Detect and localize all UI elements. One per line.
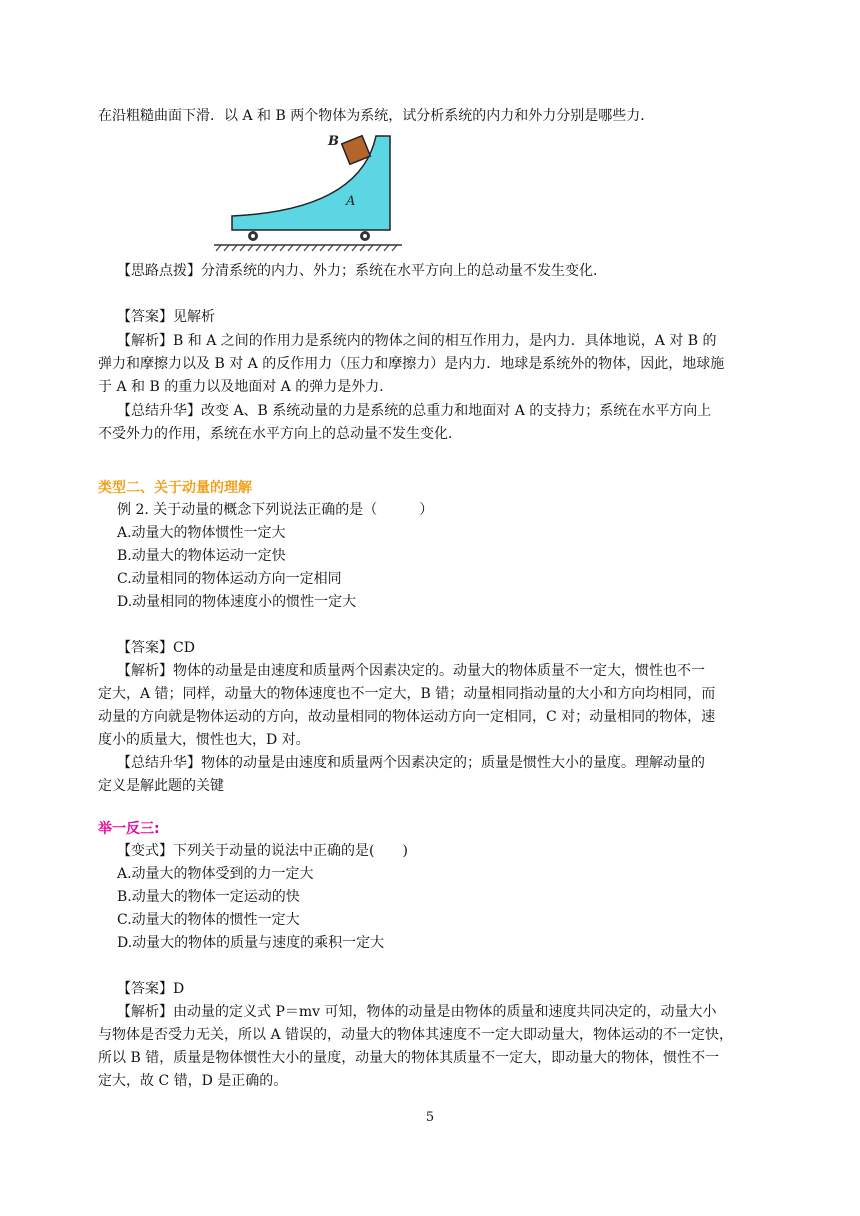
summary-line: 【总结升华】物体的动量是由速度和质量两个因素决定的；质量是惯性大小的量度。理解动量的 <box>117 755 705 771</box>
option-a: A.动量大的物体受到的力一定大 <box>117 866 314 882</box>
analysis-line: 弹力和摩擦力以及 B 对 A 的反作用力（压力和摩擦力）是内力．地球是系统外的物体，因此，地球施 <box>98 356 725 372</box>
answer-line: 【答案】D <box>117 981 185 997</box>
analysis-line: 定大，A 错；同样，动量大的物体速度也不一定大，B 错；动量相同指动量的大小和方向均相同，而 <box>98 686 716 702</box>
analysis-line: 所以 B 错，质量是物体惯性大小的量度，动量大的物体其质量不一定大，即动量大的物体，惯性不一 <box>98 1050 720 1066</box>
option-d: D.动量大的物体的质量与速度的乘积一定大 <box>117 935 385 951</box>
analysis-line: 动量的方向就是物体运动的方向，故动量相同的物体运动方向一定相同，C 对；动量相同的物体，速 <box>98 709 716 725</box>
option-b: B.动量大的物体运动一定快 <box>117 548 286 564</box>
option-a: A.动量大的物体惯性一定大 <box>117 525 286 541</box>
intro-line: 在沿粗糙曲面下滑．以 A 和 B 两个物体为系统，试分析系统的内力和外力分别是哪些力． <box>98 108 655 124</box>
analysis-line: 定大，故 C 错，D 是正确的。 <box>98 1073 288 1089</box>
analysis-line: 度小的质量大，惯性也大，D 对。 <box>98 732 310 748</box>
option-c: C.动量大的物体的惯性一定大 <box>117 912 300 928</box>
label-a: A <box>346 194 356 209</box>
page-number: 5 <box>425 1110 435 1125</box>
summary-line: 不受外力的作用，系统在水平方向上的总动量不发生变化． <box>98 426 462 442</box>
section-heading: 类型二、关于动量的理解 <box>98 480 252 496</box>
answer-line: 【答案】见解析 <box>117 309 215 325</box>
option-c: C.动量相同的物体运动方向一定相同 <box>117 571 342 587</box>
analysis-line: 【解析】物体的动量是由速度和质量两个因素决定的。动量大的物体质量不一定大，惯性也不一 <box>117 663 705 679</box>
option-d: D.动量相同的物体速度小的惯性一定大 <box>117 594 357 610</box>
analysis-line: 于 A 和 B 的重力以及地面对 A 的弹力是外力． <box>98 379 394 395</box>
variant-question: 【变式】下列关于动量的说法中正确的是( ) <box>117 843 408 859</box>
hint-line: 【思路点拨】分清系统的内力、外力；系统在水平方向上的总动量不发生变化． <box>117 263 607 279</box>
example-question: 例 2. 关于动量的概念下列说法正确的是（ ） <box>117 502 434 518</box>
analysis-line: 【解析】B 和 A 之间的作用力是系统内的物体之间的相互作用力，是内力．具体地说，A 对 B 的 <box>117 333 717 349</box>
answer-line: 【答案】CD <box>117 640 195 656</box>
practice-heading: 举一反三: <box>98 821 160 837</box>
summary-line: 定义是解此题的关键 <box>98 778 224 794</box>
label-b: B <box>328 134 339 149</box>
analysis-line: 【解析】由动量的定义式 P＝mv 可知，物体的动量是由物体的质量和速度共同决定的，动量大小 <box>117 1004 717 1020</box>
summary-line: 【总结升华】改变 A、B 系统动量的力是系统的总重力和地面对 A 的支持力；系统在水平方向上 <box>117 403 712 419</box>
incline-figure <box>210 128 410 253</box>
option-b: B.动量大的物体一定运动的快 <box>117 889 300 905</box>
analysis-line: 与物体是否受力无关，所以 A 错误的，动量大的物体其速度不一定大即动量大，物体运动的不一定快， <box>98 1027 734 1043</box>
